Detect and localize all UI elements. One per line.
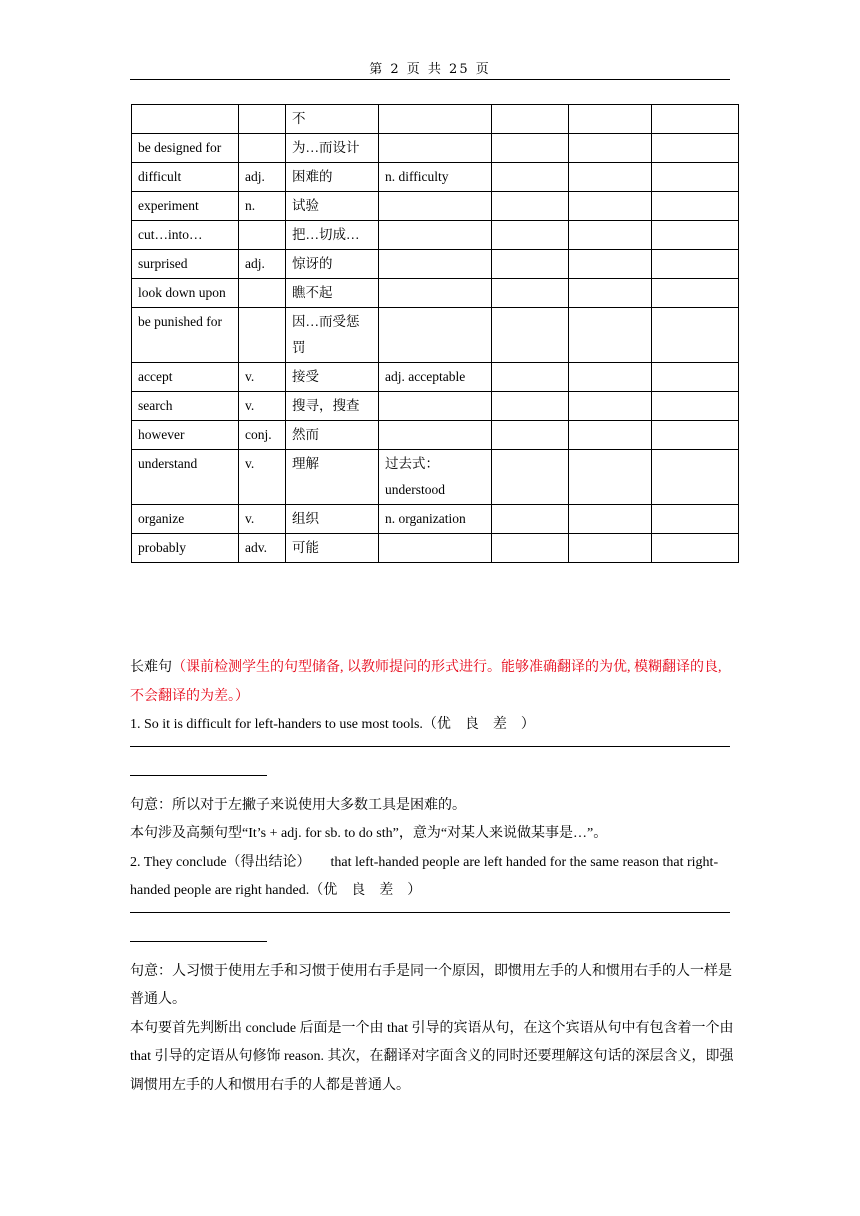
table-cell: n. difficulty — [379, 163, 492, 192]
table-cell — [492, 534, 569, 563]
table-cell: 为…而设计 — [286, 134, 379, 163]
table-cell — [569, 279, 652, 308]
table-cell — [492, 250, 569, 279]
table-cell: 因…而受惩罚 — [286, 308, 379, 363]
table-cell — [239, 134, 286, 163]
table-cell — [492, 421, 569, 450]
sentence-2-part1: 2. They conclude（得出结论） — [130, 854, 311, 870]
table-cell: difficult — [132, 163, 239, 192]
table-cell — [379, 221, 492, 250]
table-cell: search — [132, 392, 239, 421]
table-cell — [492, 392, 569, 421]
table-cell: surprised — [132, 250, 239, 279]
table-cell — [569, 308, 652, 363]
table-cell — [569, 250, 652, 279]
answer-line-2-short — [130, 941, 267, 942]
table-cell — [652, 363, 739, 392]
table-cell — [652, 505, 739, 534]
table-cell — [492, 105, 569, 134]
table-cell — [652, 192, 739, 221]
table-cell — [569, 450, 652, 505]
sentence-2-note: 本句要首先判断出 conclude 后面是一个由 that 引导的宾语从句，在这个宾语从句中有包含着一个由 that 引导的定语从句修饰 reason. 其次，在翻译对字面含义的同时还要理解这句话的深层含义，即强调惯用左手的人和惯用右手的人都是普通人。 — [130, 1020, 734, 1093]
table-cell — [569, 163, 652, 192]
sentence-1: 1. So it is difficult for left-handers to use most tools.（优 良 差 ） — [130, 717, 535, 732]
table-cell: adv. — [239, 534, 286, 563]
table-row — [132, 505, 739, 534]
table-cell — [652, 250, 739, 279]
table-cell: 惊讶的 — [286, 250, 379, 279]
page-header: 第 2 页 共 25 页 — [369, 62, 491, 77]
table-cell — [652, 308, 739, 363]
table-cell — [652, 221, 739, 250]
table-cell — [492, 134, 569, 163]
table-cell: however — [132, 421, 239, 450]
sentence-1-meaning: 句意：所以对于左撇子来说使用大多数工具是困难的。 — [130, 797, 466, 813]
table-cell — [492, 363, 569, 392]
table-cell — [569, 105, 652, 134]
table-cell: 组织 — [286, 505, 379, 534]
table-cell: 试验 — [286, 192, 379, 221]
table-cell — [379, 392, 492, 421]
table-cell — [492, 279, 569, 308]
table-cell: 过去式：understood — [379, 450, 492, 505]
table-cell: 瞧不起 — [286, 279, 379, 308]
table-row — [132, 134, 739, 163]
table-row — [132, 421, 739, 450]
table-cell — [652, 450, 739, 505]
table-cell — [569, 192, 652, 221]
table-row — [132, 534, 739, 563]
table-cell — [652, 105, 739, 134]
table-cell — [239, 221, 286, 250]
sentence-1-note: 本句涉及高频句型“It’s + adj. for sb. to do sth”，意为“对某人来说做某事是…”。 — [130, 826, 608, 841]
table-cell — [379, 105, 492, 134]
vocab-table — [131, 104, 739, 563]
sentence-2-meaning: 句意：人习惯于使用左手和习惯于使用右手是同一个原因，即惯用左手的人和惯用右手的人一样是普通人。 — [130, 963, 732, 1007]
table-cell — [492, 450, 569, 505]
table-cell: n. — [239, 192, 286, 221]
table-cell: adj. — [239, 250, 286, 279]
body-text — [130, 654, 735, 1100]
table-row — [132, 192, 739, 221]
table-cell — [652, 392, 739, 421]
table-cell: understand — [132, 450, 239, 505]
table-cell — [379, 192, 492, 221]
table-cell: cut…into… — [132, 221, 239, 250]
table-cell — [492, 308, 569, 363]
table-cell — [492, 163, 569, 192]
table-cell — [492, 505, 569, 534]
table-cell: v. — [239, 505, 286, 534]
table-row — [132, 308, 739, 363]
table-cell — [569, 134, 652, 163]
table-cell — [569, 505, 652, 534]
table-cell — [569, 534, 652, 563]
table-cell: 接受 — [286, 363, 379, 392]
table-cell: experiment — [132, 192, 239, 221]
section-instruction: （课前检测学生的句型储备, 以教师提问的形式进行。能够准确翻译的为优, 模糊翻译的良, 不会翻译的为差。） — [130, 660, 722, 704]
table-cell — [239, 279, 286, 308]
header-rule — [130, 79, 730, 80]
table-row — [132, 105, 739, 134]
table-cell: v. — [239, 392, 286, 421]
table-cell: look down upon — [132, 279, 239, 308]
table-row — [132, 221, 739, 250]
table-cell — [379, 421, 492, 450]
table-cell: 困难的 — [286, 163, 379, 192]
sentence-2 — [130, 849, 735, 906]
table-cell: n. organization — [379, 505, 492, 534]
answer-line-1[interactable] — [130, 746, 730, 747]
table-row — [132, 250, 739, 279]
table-row — [132, 363, 739, 392]
table-cell — [379, 279, 492, 308]
table-cell: organize — [132, 505, 239, 534]
table-cell — [379, 134, 492, 163]
table-cell — [132, 105, 239, 134]
table-cell: adj. — [239, 163, 286, 192]
table-row — [132, 392, 739, 421]
table-cell: conj. — [239, 421, 286, 450]
table-cell: be punished for — [132, 308, 239, 363]
table-row — [132, 163, 739, 192]
table-cell — [569, 421, 652, 450]
table-cell — [239, 105, 286, 134]
table-cell — [652, 421, 739, 450]
table-cell — [239, 308, 286, 363]
table-cell: v. — [239, 363, 286, 392]
table-cell: 把…切成… — [286, 221, 379, 250]
table-cell — [652, 134, 739, 163]
table-cell — [652, 534, 739, 563]
table-cell — [569, 392, 652, 421]
answer-line-2[interactable] — [130, 912, 730, 913]
table-cell — [379, 534, 492, 563]
table-cell: 可能 — [286, 534, 379, 563]
table-cell — [569, 363, 652, 392]
table-cell — [652, 163, 739, 192]
table-cell: probably — [132, 534, 239, 563]
sentence-2-part2: that left-handed people are left handed for the same reason that right-handed people are right handed.（优 良 差 ） — [130, 854, 719, 898]
table-cell: 理解 — [286, 450, 379, 505]
table-cell — [379, 250, 492, 279]
table-row — [132, 450, 739, 505]
table-cell: 然而 — [286, 421, 379, 450]
table-cell: accept — [132, 363, 239, 392]
table-cell — [492, 192, 569, 221]
table-cell: be designed for — [132, 134, 239, 163]
table-cell — [569, 221, 652, 250]
answer-line-1-short — [130, 775, 267, 776]
table-cell — [492, 221, 569, 250]
table-cell — [652, 279, 739, 308]
table-cell: adj. acceptable — [379, 363, 492, 392]
table-row — [132, 279, 739, 308]
table-cell: 搜寻，搜查 — [286, 392, 379, 421]
table-cell: v. — [239, 450, 286, 505]
table-cell — [379, 308, 492, 363]
section-title: 长难句 — [130, 660, 172, 675]
table-cell: 不 — [286, 105, 379, 134]
section-heading — [130, 654, 735, 711]
